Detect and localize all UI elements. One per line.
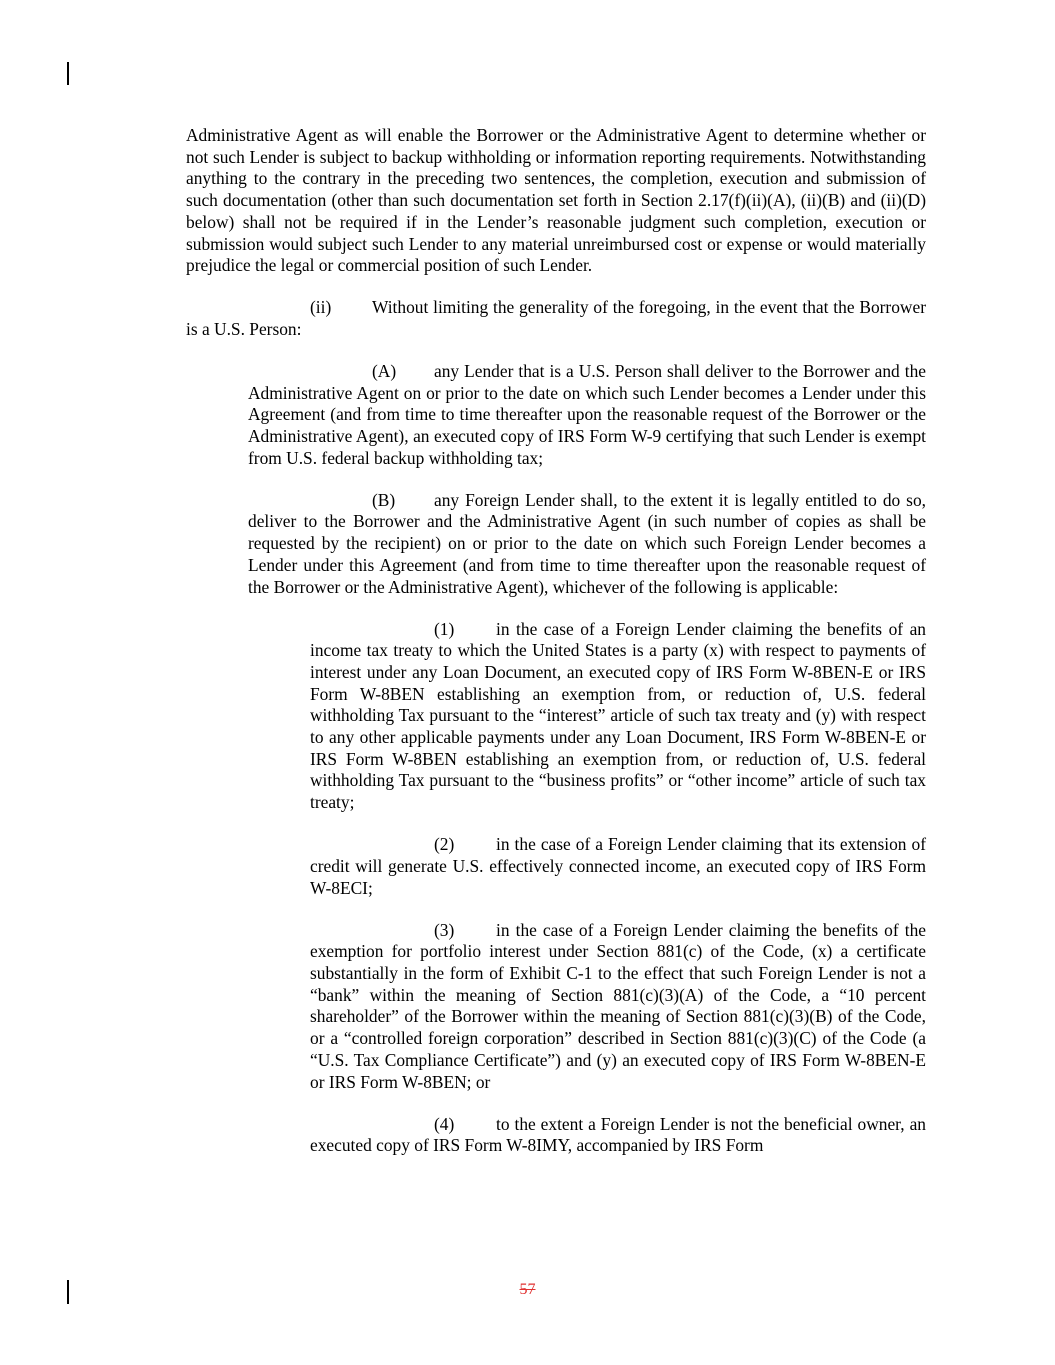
clause-2-text: in the case of a Foreign Lender claiming that its extension of credit will generate U.S. effectively connected income, an executed copy of IRS Form W-8ECI; [310, 834, 926, 898]
clause-a-marker: (A) [372, 360, 397, 381]
clause-4 [310, 1114, 926, 1157]
clause-1-marker: (1) [434, 618, 455, 639]
clause-ii-marker: (ii) [310, 297, 332, 318]
clause-a-text: any Lender that is a U.S. Person shall deliver to the Borrower and the Administrative Agent on or prior to the date on which such Lender becomes a Lender under this Agreement (and from time to time thereafter upon the reasonable request of the Borrower or the Administrative Agent), an executed copy of IRS Form W-9 certifying that such Lender is exempt from U.S. federal backup withholding tax; [248, 360, 926, 468]
clause-3-text: in the case of a Foreign Lender claiming the benefits of the exemption for portfolio interest under Section 881(c) of the Code, (x) a certificate substantially in the form of Exhibit C-1 to the effect that such Foreign Lender is not a “bank” within the meaning of Section 881(c)(3)(A) of the Code, a “10 percent shareholder” of the Borrower within the meaning of Section 881(c)(3)(B) of the Code, or a “controlled foreign corporation” described in Section 881(c)(3)(C) of the Code (a “U.S. Tax Compliance Certificate”) and (y) an executed copy of IRS Form W-8BEN-E or IRS Form W-8BEN; or [310, 919, 926, 1092]
opening-paragraph-text: Administrative Agent as will enable the Borrower or the Administrative Agent to determine whether or not such Lender is subject to backup withholding or information reporting requirements. Notwithstanding anything to the contrary in the preceding two sentences, the completion, execution and submission of such documentation (other than such documentation set forth in Section 2.17(f)(ii)(A), (ii)(B) and (ii)(D) below) shall not be required if in the Lender’s reasonable judgment such completion, execution or submission would subject such Lender to any material unreimbursed cost or expense or would materially prejudice the legal or commercial position of such Lender. [186, 125, 926, 276]
clause-4-text: to the extent a Foreign Lender is not the beneficial owner, an executed copy of IRS Form W-8IMY, accompanied by IRS Form [310, 1113, 926, 1156]
clause-2-marker: (2) [434, 834, 455, 855]
clause-b [248, 490, 926, 599]
document-body [186, 125, 926, 1177]
clause-1-text: in the case of a Foreign Lender claiming the benefits of an income tax treaty to which the United States is a party (x) with respect to payments of interest under any Loan Document, an executed copy of IRS Form W-8BEN-E or IRS Form W-8BEN establishing an exemption from, or reduction of, U.S. federal withholding Tax pursuant to the “interest” article of such tax treaty and (y) with respect to any other applicable payments under any Loan Document, IRS Form W-8BEN-E or IRS Form W-8BEN establishing an exemption from, or reduction of, U.S. federal withholding Tax pursuant to the “business profits” or “other income” article of such tax treaty; [310, 618, 926, 813]
clause-a [248, 361, 926, 470]
clause-3 [310, 920, 926, 1094]
clause-ii [186, 297, 926, 340]
clause-4-marker: (4) [434, 1113, 455, 1134]
clause-3-marker: (3) [434, 919, 455, 940]
clause-1 [310, 619, 926, 814]
change-bar-top [67, 62, 69, 85]
clause-b-marker: (B) [372, 489, 396, 510]
clause-2 [310, 834, 926, 899]
clause-b-text: any Foreign Lender shall, to the extent it is legally entitled to do so, deliver to the Borrower and the Administrative Agent (in such number of copies as shall be requested by the recipient) on or prior to the date on which such Foreign Lender becomes a Lender under this Agreement (and from time to time thereafter upon the reasonable request of the Borrower or the Administrative Agent), whichever of the following is applicable: [248, 489, 926, 597]
opening-paragraph [186, 125, 926, 277]
clause-ii-text: Without limiting the generality of the foregoing, in the event that the Borrower is a U.S. Person: [186, 297, 926, 339]
page-number: 57 [519, 1281, 536, 1298]
